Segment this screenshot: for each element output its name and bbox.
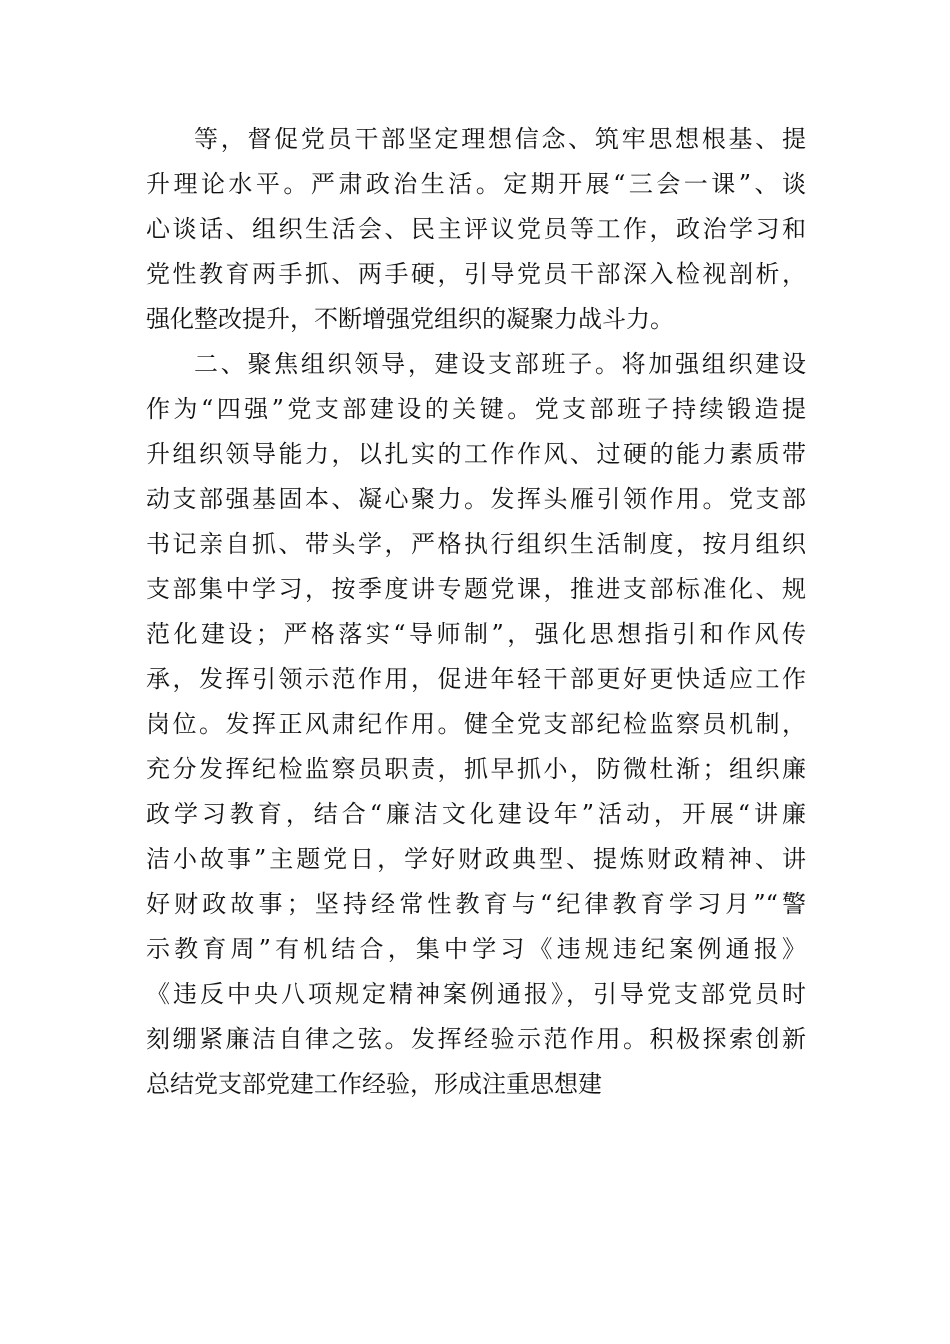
body-text <box>146 117 806 1107</box>
text-line: 范化建设；严格落实“导师制”，强化思想指引和作风传 <box>146 620 806 648</box>
text-line: 《违反中央八项规定精神案例通报》，引导党支部党员时 <box>146 980 806 1008</box>
text-line: 党性教育两手抓、两手硬，引导党员干部深入检视剖析， <box>146 260 806 288</box>
text-line: 作为“四强”党支部建设的关键。党支部班子持续锻造提 <box>146 395 806 423</box>
text-line: 承，发挥引领示范作用，促进年轻干部更好更快适应工作 <box>146 665 806 693</box>
text-line: 动支部强基固本、凝心聚力。发挥头雁引领作用。党支部 <box>146 485 806 513</box>
section-heading-line: 二、聚焦组织领导，建设支部班子。将加强组织建设 <box>194 350 806 378</box>
text-line: 升组织领导能力，以扎实的工作作风、过硬的能力素质带 <box>146 440 806 468</box>
text-line: 支部集中学习，按季度讲专题党课，推进支部标准化、规 <box>146 575 806 603</box>
text-line: 洁小故事”主题党日，学好财政典型、提炼财政精神、讲 <box>146 845 806 873</box>
text-line: 好财政故事；坚持经常性教育与“纪律教育学习月”“警 <box>146 890 806 918</box>
text-line: 心谈话、组织生活会、民主评议党员等工作，政治学习和 <box>146 215 806 243</box>
text-line: 书记亲自抓、带头学，严格执行组织生活制度，按月组织 <box>146 530 806 558</box>
text-line: 岗位。发挥正风肃纪作用。健全党支部纪检监察员机制， <box>146 710 806 738</box>
text-line: 等，督促党员干部坚定理想信念、筑牢思想根基、提 <box>194 125 806 153</box>
text-line: 示教育周”有机结合，集中学习《违规违纪案例通报》 <box>146 935 806 963</box>
text-line: 强化整改提升，不断增强党组织的凝聚力战斗力。 <box>146 305 674 333</box>
text-line: 充分发挥纪检监察员职责，抓早抓小，防微杜渐；组织廉 <box>146 755 806 783</box>
text-line: 升理论水平。严肃政治生活。定期开展“三会一课”、谈 <box>146 170 806 198</box>
text-line: 刻绷紧廉洁自律之弦。发挥经验示范作用。积极探索创新 <box>146 1025 806 1053</box>
text-line: 政学习教育，结合“廉洁文化建设年”活动，开展“讲廉 <box>146 800 806 828</box>
text-line: 总结党支部党建工作经验，形成注重思想建 <box>146 1070 602 1098</box>
